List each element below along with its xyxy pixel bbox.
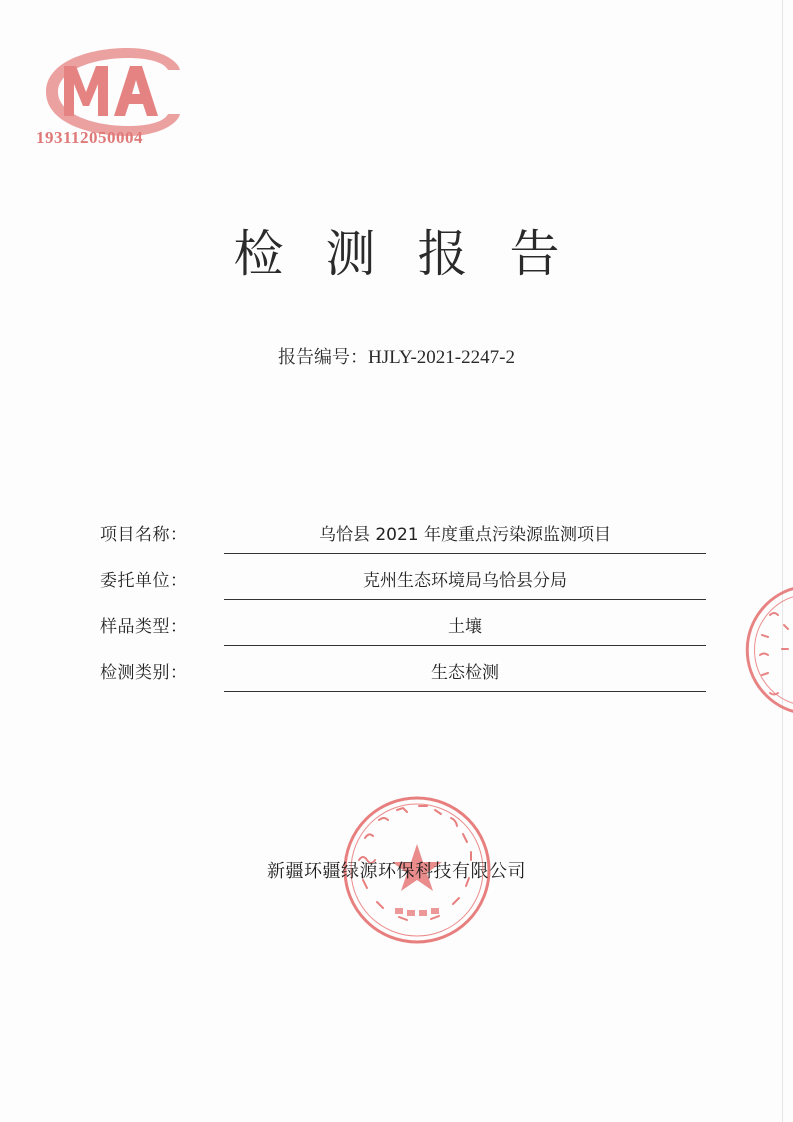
info-value: 乌恰县 2021 年度重点污染源监测项目 xyxy=(318,525,612,545)
info-value: 土壤 xyxy=(448,617,482,637)
underline xyxy=(224,553,706,554)
info-label: 样品类型： xyxy=(100,617,188,637)
info-label: 检测类别： xyxy=(100,663,188,683)
report-title: 检测报告 xyxy=(233,225,602,283)
info-label: 委托单位： xyxy=(100,571,188,591)
edge-seal-stamp xyxy=(740,585,793,715)
info-row-project-name xyxy=(100,512,706,558)
info-value: 克州生态环境局乌恰县分局 xyxy=(363,571,567,591)
page-edge-line xyxy=(782,0,783,1122)
report-number xyxy=(0,343,793,369)
report-number-value: HJLY-2021-2247-2 xyxy=(368,347,515,368)
info-row-client xyxy=(100,558,706,604)
info-row-sample-type xyxy=(100,604,706,650)
info-label: 项目名称： xyxy=(100,525,188,545)
cma-certificate-number: 193112050004 xyxy=(36,128,144,147)
info-value: 生态检测 xyxy=(431,663,499,683)
report-info-table xyxy=(100,512,706,696)
company-name: 新疆环疆绿源环保科技有限公司 xyxy=(267,861,526,882)
underline xyxy=(224,645,706,646)
underline xyxy=(224,599,706,600)
underline xyxy=(224,691,706,692)
report-number-label: 报告编号： xyxy=(278,347,369,368)
info-row-test-category xyxy=(100,650,706,696)
